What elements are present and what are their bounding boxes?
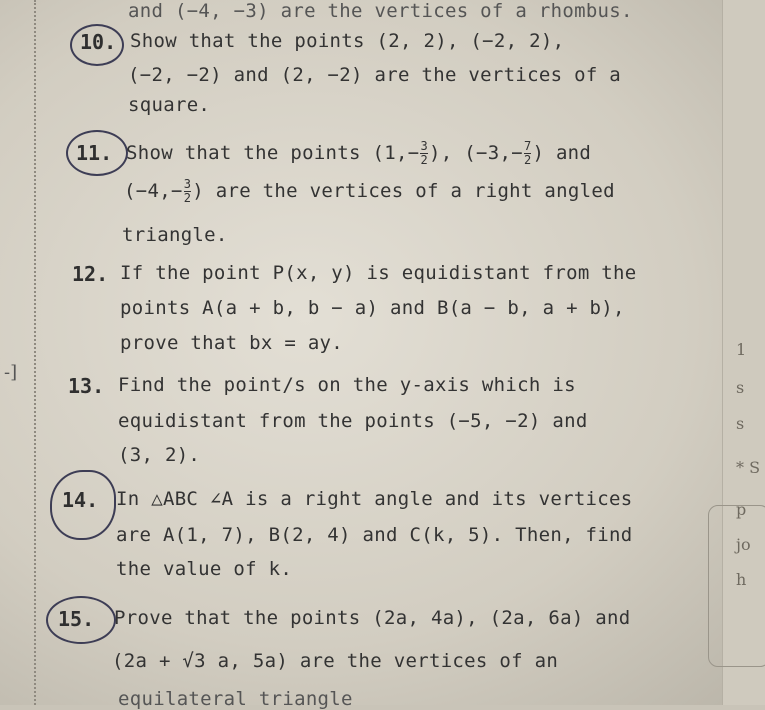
- side-fragment: s: [736, 378, 745, 397]
- question-text: If the point P(x, y) is equidistant from the: [120, 262, 637, 284]
- question-text: are A(1, 7), B(2, 4) and C(k, 5). Then, find: [116, 524, 633, 546]
- question-text: (2a + √3 a, 5a) are the vertices of an: [112, 650, 559, 672]
- question-text: the value of k.: [116, 558, 293, 580]
- question-text: equilateral triangle: [118, 688, 353, 710]
- question-text: Prove that the points (2a, 4a), (2a, 6a) and: [114, 607, 631, 629]
- question-text: points A(a + b, b − a) and B(a − b, a + b),: [120, 297, 625, 319]
- question-text: triangle.: [122, 224, 228, 246]
- question-number: 11.: [76, 141, 113, 165]
- question-number: 13.: [68, 374, 105, 398]
- side-fragment: * S: [736, 458, 761, 477]
- margin-mark: -]: [4, 362, 18, 383]
- question-text: (−2, −2) and (2, −2) are the vertices of a: [128, 64, 622, 86]
- question-number: 15.: [58, 607, 95, 631]
- question-text: (3, 2).: [118, 444, 201, 466]
- question-text: Show that the points (2, 2), (−2, 2),: [130, 30, 565, 52]
- side-fragment: h: [736, 570, 747, 589]
- question-text: equidistant from the points (−5, −2) and: [118, 410, 588, 432]
- side-fragment: s: [736, 414, 745, 433]
- side-fragment: 1: [736, 340, 747, 359]
- side-fragment: jo: [736, 535, 751, 554]
- question-text: prove that bx = ay.: [120, 332, 344, 354]
- question-number: 10.: [80, 30, 117, 54]
- question-text: (−4,− $\frac{3}{2}$ ) are the vertices of a right angled: [124, 177, 615, 205]
- question-text: In △ABC ∠A is a right angle and its vertices: [116, 488, 633, 510]
- question-text: Find the point/s on the y-axis which is: [118, 374, 576, 396]
- top-fragment: and (−4, −3) are the vertices of a rhombus.: [128, 0, 633, 22]
- question-number: 14.: [62, 488, 99, 512]
- question-text: Show that the points (1,− $\frac{3}{2}$ ), (−3,− $\frac{7}{2}$ ) and: [126, 139, 592, 167]
- side-fragment: p: [736, 500, 747, 519]
- question-number: 12.: [72, 262, 109, 286]
- question-text: square.: [128, 94, 211, 116]
- binding-edge: [34, 0, 42, 705]
